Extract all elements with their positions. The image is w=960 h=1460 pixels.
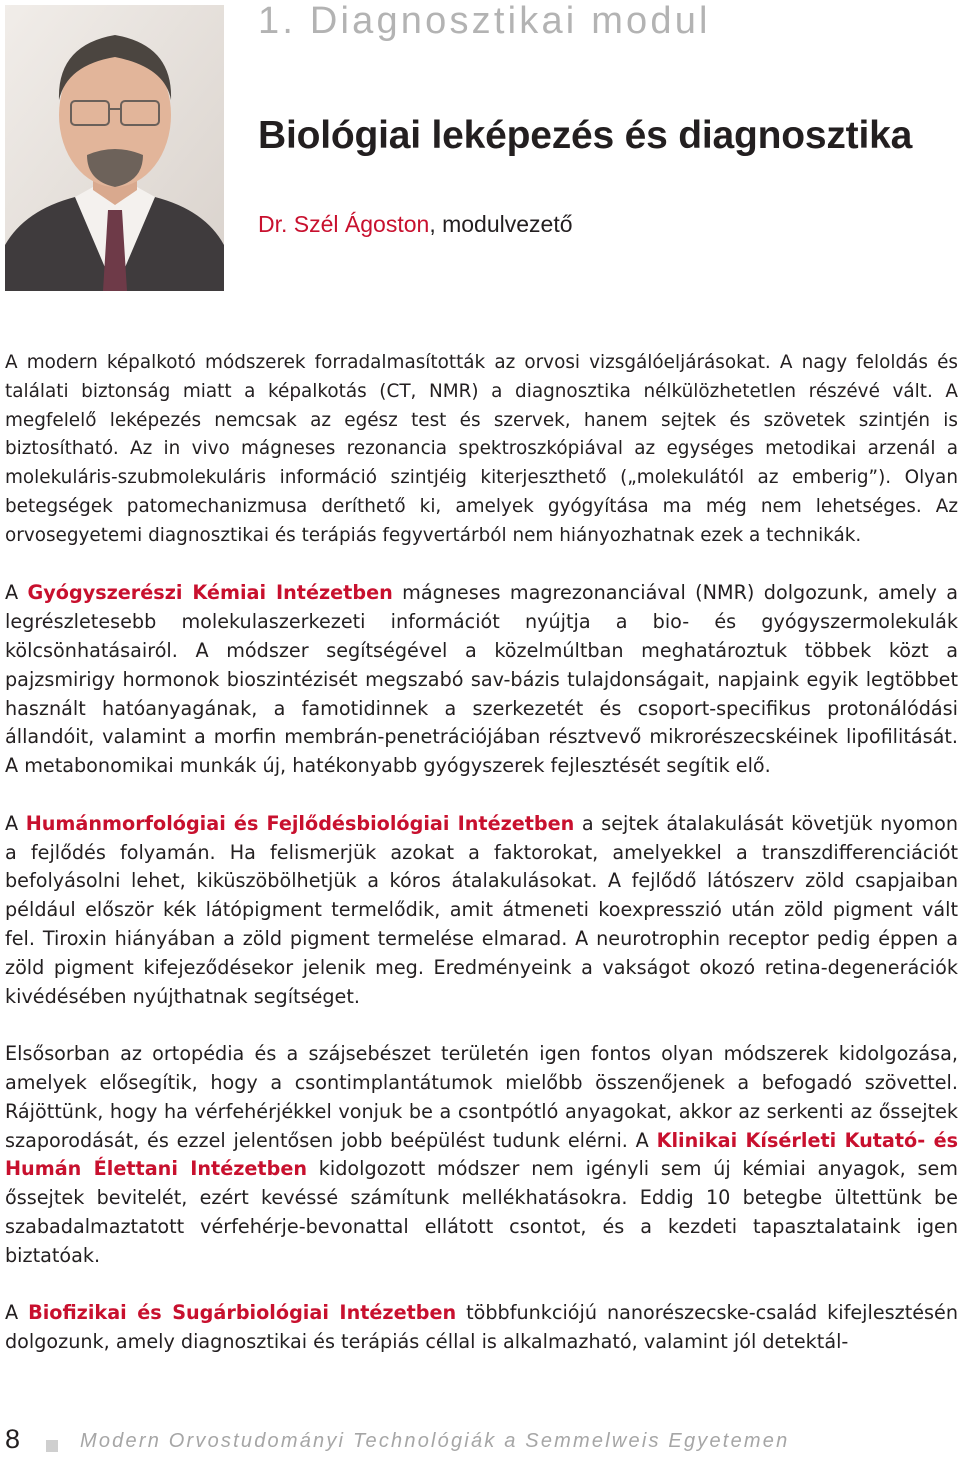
paragraph-text: többfunkciójú nanorészecske-család kifejlesztésén dolgozunk, amely diagnosztikai és terápiás céllal is alkalmazható, valamint jól detektál- (5, 1301, 958, 1354)
paragraph-intro-part1: A modern képalkotó módszerek forradalmasították az orvosi vizsgálóeljárásokat. A nagy feloldás és találati biztonság miatt a képalkotás (CT, NMR) a diagnosztika nélkülözhetetlen részévé vált. A megfelelő leképezés nemcsak az egész test és szervek, hanem sejtek és szövetek szintjén is biztosítható. (5, 352, 958, 460)
paragraph-prefix: A (5, 811, 26, 835)
institute-name-pharmaceutical-chemistry: Gyógyszerészi Kémiai Intézetben (27, 581, 393, 605)
author-portrait (5, 5, 224, 291)
paragraph-pharmaceutical-chemistry (5, 579, 958, 781)
author-line (258, 211, 573, 238)
institute-name-clinical-research: Klinikai Kísérleti Kutató- és Humán Élettani Intézetben (5, 1128, 958, 1181)
article-body (5, 349, 958, 1357)
module-title: 1. Diagnosztikai modul (258, 0, 711, 42)
paragraph-prefix: A (5, 1301, 29, 1325)
footer-square-icon (46, 1440, 58, 1452)
running-title: Modern Orvostudományi Technológiák a Semmelweis Egyetemen (80, 1430, 790, 1452)
paragraph-prefix: Elsősorban az ortopédia és a szájsebészet területén igen fontos olyan módszerek kidolgozása, amelyek elősegítik, hogy a csontimplantátumok mielőbb összenőjenek a befogadó szövettel. Rájöttünk, hogy ha vérfehérjékkel vonjuk be a csontpótló anyagokat, akkor az serkenti az őssejtek szaporodását, és ezzel jelentősen jobb beépülést tudunk elérni. A (5, 1042, 958, 1152)
author-name: Dr. Szél Ágoston (258, 211, 430, 237)
paragraph-prefix: A (5, 581, 28, 605)
paragraph-intro (5, 349, 958, 551)
page-title: Biológiai leképezés és diagnosztika (258, 114, 913, 157)
paragraph-clinical-research (5, 1040, 958, 1270)
institute-name-biophysics: Biofizikai és Sugárbiológiai Intézetben (28, 1301, 457, 1325)
author-portrait-graphic (5, 5, 224, 291)
paragraph-human-morphology (5, 810, 958, 1012)
paragraph-text: mágneses magrezonanciával (NMR) dolgozunk, amely a legrészletesebb molekulaszerkezeti információt nyújtja a bio- és gyógyszermolekulák kölcsönhatásairól. A módszer segítségével a közelmúltban meghatároztuk többek közt a pajzsmirigy hormonok bioszintézisét megszabó sav-bázis tulajdonságait, napjaink egyik legtöbbet használt hatóanyagának, a famotidinnek a szerkezetét és csoport-specifikus protonálódási állandóit, valamint a morfin membrán-penetrációjában résztvevő mikrorészecskéinek lipofilitását. A metabonomikai munkák új, hatékonyabb gyógyszerek fejlesztését segítik elő. (5, 581, 959, 778)
page-number: 8 (5, 1424, 21, 1454)
paragraph-text: a sejtek átalakulását követjük nyomon a fejlődés folyamán. Ha felismerjük azokat a faktorokat, amelyekkel a transzdifferenciációt befolyásolni lehet, kiküszöbölhetjük a kóros átalakulásokat. A fejlődő látószerv zöld csapjaiban például először kék látópigment termelődik, amit átmeneti koexpresszió után zöld pigment vált fel. Tiroxin hiányában a zöld pigment termelése elmarad. A neurotrophin receptor pedig éppen a zöld pigment kifejeződésekor jelenik meg. Eredményeink a vakságot okozó retina-degenerációk kivédésében nyújthatnak segítséget. (5, 811, 958, 1008)
paragraph-intro-part2: Az in vivo mágneses rezonancia spektroszkópiával az egységes metodikai arzenál a molekuláris-szubmolekuláris információ szintjéig kiterjeszthető („molekulától az emberig”). Olyan betegségek patomechanizmusa deríthető ki, amelyek gyógyítása ma még nem lehetséges. Az orvosegyetemi diagnosztikai és terápiás fegyvertárból nem hiányozhatnak ezek a technikák. (5, 438, 958, 546)
paragraph-text: kidolgozott módszer nem igényli sem új kémiai anyagok, sem őssejtek bevitelét, ezért kevéssé számítunk mellékhatásokra. Eddig 10 betegbe ültettünk be szabadalmaztatott vérfehérje-bevonattal ellátott csontot, és a kezdeti tapasztalataink igen biztatóak. (5, 1157, 958, 1267)
paragraph-biophysics (5, 1299, 958, 1357)
institute-name-human-morphology: Humánmorfológiai és Fejlődésbiológiai Intézetben (25, 811, 575, 835)
author-role: , modulvezető (429, 211, 573, 237)
